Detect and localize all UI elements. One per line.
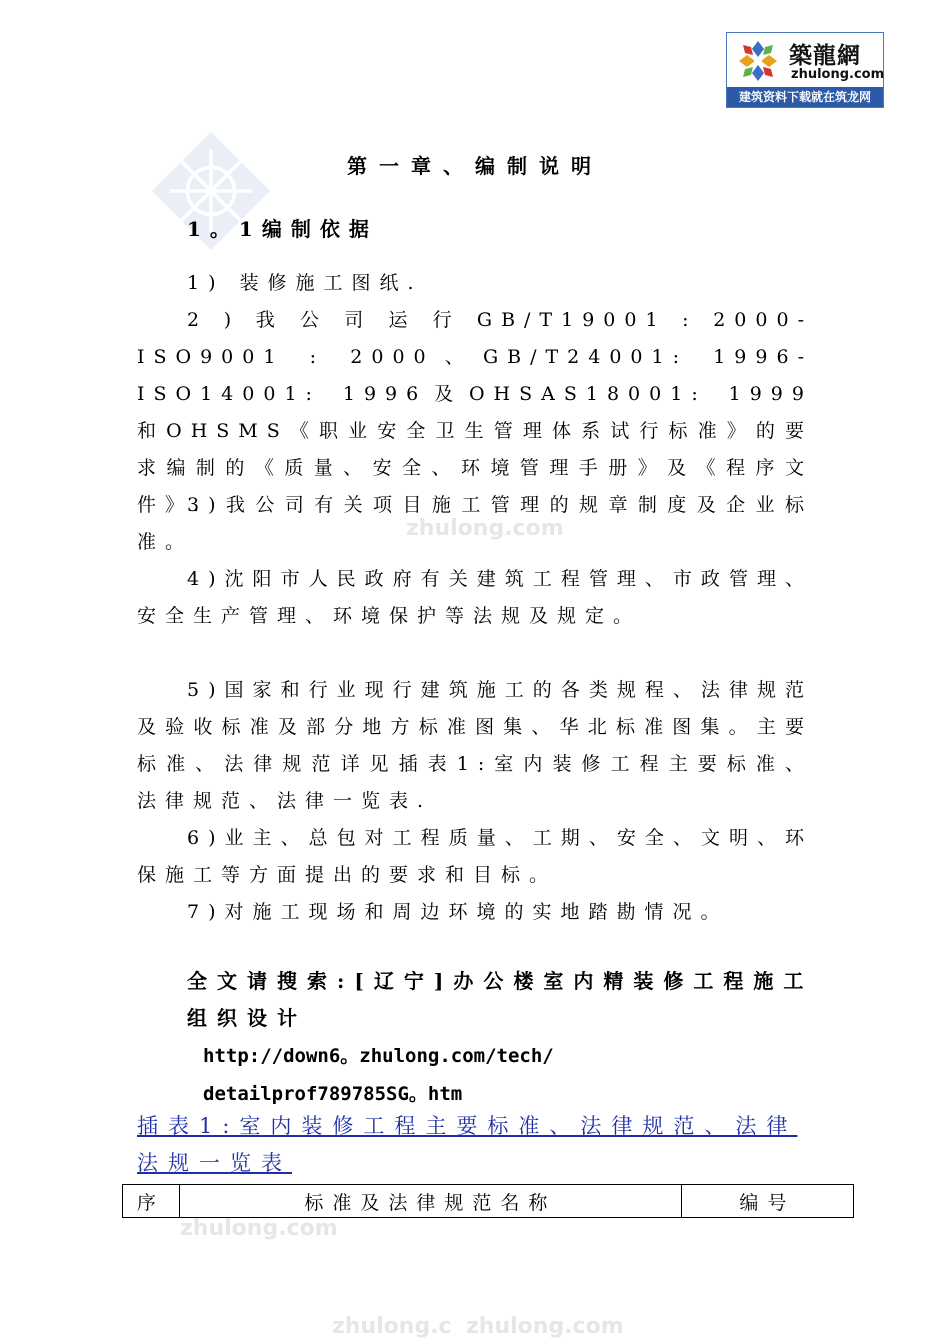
watermark-text: zhulong.com [466,1314,624,1339]
list-item: 7)对施工现场和周边环境的实地踏勘情况。 [187,901,729,923]
search-title: [辽宁]办公楼室内精装修工程施工组织设计 [187,969,814,1030]
logo-slogan: 建筑资料下载就在筑龙网 [727,87,883,107]
search-line-1 [187,963,827,1037]
list-item: 6)业主、总包对工程质量、工期、安全、文明、环保施工等方面提出的要求和目标。 [137,827,813,886]
logo-name: 築龍網 [789,43,861,69]
watermark-text: zhulong.com [180,1216,338,1241]
column-header-code: 编号 [681,1185,853,1218]
search-url[interactable] [187,1037,827,1075]
list-item: 3)我公司有关项目施工管理的规章制度及企业标准。 [137,494,813,553]
column-header-name: 标准及法律规范名称 [179,1185,681,1218]
logo-top [727,33,883,87]
search-url-part-2: detailprof789785SG。htm [203,1083,463,1105]
zhulong-mark-icon [733,39,783,83]
list-item: 2 ) 我 公 司 运 行 GB/T19001 : 2000-ISO9001 : 2000、GB/T24001: 1996-ISO14001: 1996及OHSAS18001: 1999和OHSMS《职业安全卫生管理体系试行标准》的要求编制的《质量、安全、环境管理手册》及《程序文件》. [137,309,813,516]
search-note [187,963,827,1113]
watermark-text: zhulong.c [332,1314,452,1339]
zhulong-logo[interactable] [726,32,884,108]
list-item: 5)国家和行业现行建筑施工的各类规程、法律规范及验收标准及部分地方标准图集、华北标准图集。主要标准、法律规范详见插表1:室内装修工程主要标准、法律规范、法律一览表. [137,679,813,812]
table-header-row [123,1185,854,1218]
column-header-index: 序 [123,1185,180,1218]
chapter-title: 第一章、编制说明 [347,154,603,178]
list-item: 4)沈阳市人民政府有关建筑工程管理、市政管理、安全生产管理、环境保护等法规及规定。 [137,568,813,627]
search-url-part-1: http://down6。zhulong.com/tech/ [203,1045,554,1067]
logo-domain: zhulong.com [791,67,885,82]
table-caption-link[interactable]: 插表1:室内装修工程主要标准、法律规范、法律法规一览表 [137,1114,798,1175]
list-item: 1) 装修施工图纸. [187,272,423,294]
watermark-text: zhulong.com [406,516,564,541]
search-prefix: 全文请搜索: [187,969,355,993]
section-title: 1。1编制依据 [187,217,378,241]
standards-table [122,1184,854,1218]
